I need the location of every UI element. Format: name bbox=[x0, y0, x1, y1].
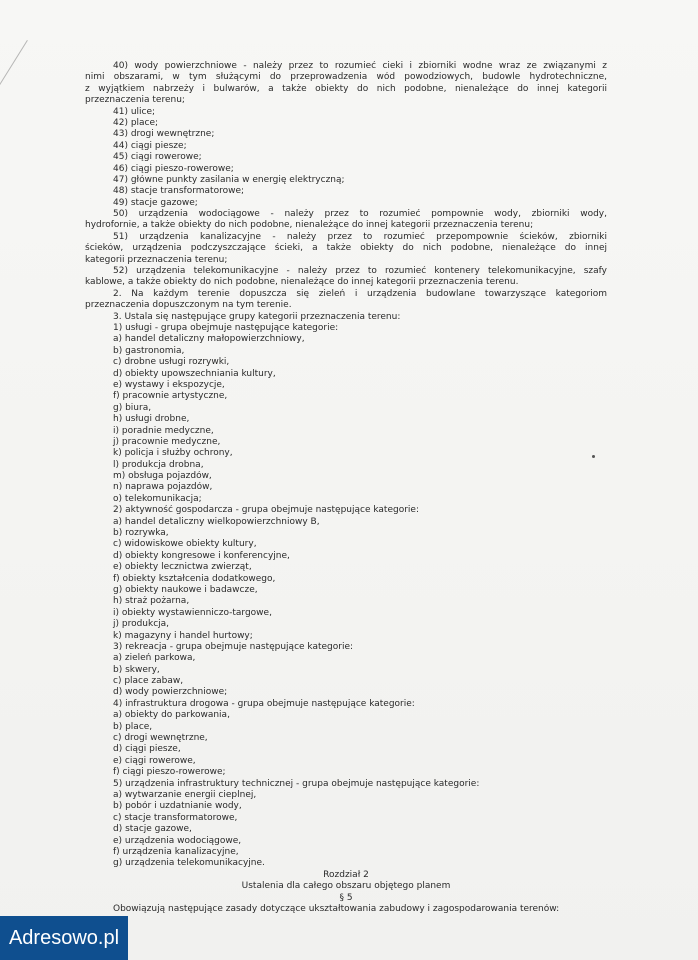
text-line: g) obiekty naukowe i badawcze, bbox=[113, 584, 258, 595]
text-line: a) zieleń parkowa, bbox=[113, 653, 196, 664]
document-text bbox=[85, 61, 607, 915]
text-line: b) pobór i uzdatnianie wody, bbox=[113, 801, 242, 812]
text-line: j) pracownie medyczne, bbox=[113, 436, 221, 447]
text-line: hydrofornie, a także obiekty do nich podobne, nienależące do innej kategorii przeznaczenia terenu; bbox=[85, 220, 534, 231]
text-line: 43) drogi wewnętrzne; bbox=[113, 129, 215, 140]
text-line: przeznaczenia dopuszczonym na tym terenie. bbox=[85, 300, 292, 311]
text-line: 2. Na każdym terenie dopuszcza się zieleń i urządzenia budowlane towarzyszące kategoriom bbox=[113, 288, 607, 299]
text-line: k) policja i służby ochrony, bbox=[113, 448, 233, 459]
text-line: o) telekomunikacja; bbox=[113, 493, 202, 504]
text-line: c) drobne usługi rozrywki, bbox=[113, 357, 230, 368]
text-line: 47) główne punkty zasilania w energię elektryczną; bbox=[113, 174, 345, 185]
text-line: c) widowiskowe obiekty kultury, bbox=[113, 539, 257, 550]
text-line: a) handel detaliczny wielkopowierzchniowy B, bbox=[113, 516, 320, 527]
text-line: f) ciągi pieszo-rowerowe; bbox=[113, 767, 226, 778]
text-line: b) skwery, bbox=[113, 664, 160, 675]
text-line: a) obiekty do parkowania, bbox=[113, 710, 230, 721]
text-line: b) gastronomia, bbox=[113, 345, 185, 356]
text-line: kategorii przeznaczenia terenu; bbox=[85, 254, 228, 265]
text-line: k) magazyny i handel hurtowy; bbox=[113, 630, 253, 641]
text-line: b) place, bbox=[113, 721, 153, 732]
text-line: § 5 bbox=[339, 892, 353, 903]
text-line: Obowiązują następujące zasady dotyczące ukształtowania zabudowy i zagospodarowania terenów: bbox=[113, 903, 560, 914]
text-line: przeznaczenia terenu; bbox=[85, 95, 185, 106]
text-line: c) place zabaw, bbox=[113, 676, 184, 687]
text-line: 2) aktywność gospodarcza - grupa obejmuje następujące kategorie: bbox=[113, 505, 419, 516]
text-line: j) produkcja, bbox=[113, 619, 170, 630]
text-line: c) drogi wewnętrzne, bbox=[113, 733, 208, 744]
adresowo-watermark[interactable]: Adresowo.pl bbox=[0, 916, 128, 960]
text-line: 51) urządzenia kanalizacyjne - należy przez to rozumieć przepompownie ścieków, zbiorniki bbox=[113, 231, 607, 242]
text-line: kablowe, a także obiekty do nich podobne, nienależące do innej kategorii przeznaczenia terenu. bbox=[85, 277, 519, 288]
text-line: e) urządzenia wodociągowe, bbox=[113, 835, 242, 846]
text-line: 3. Ustala się następujące grupy kategorii przeznaczenia terenu: bbox=[113, 311, 401, 322]
text-line: l) produkcja drobna, bbox=[113, 459, 204, 470]
text-line: e) wystawy i ekspozycje, bbox=[113, 379, 225, 390]
text-line: 3) rekreacja - grupa obejmuje następujące kategorie: bbox=[113, 641, 354, 652]
text-line: f) pracownie artystyczne, bbox=[113, 391, 228, 402]
text-line: nimi obszarami, w tym służącymi do przeprowadzenia wód powodziowych, budowle hydrotechniczne, bbox=[85, 72, 607, 83]
text-line: a) wytwarzanie energii cieplnej, bbox=[113, 790, 257, 800]
text-line: 5) urządzenia infrastruktury technicznej - grupa obejmuje następujące kategorie: bbox=[113, 778, 480, 789]
text-line: 44) ciągi piesze; bbox=[113, 140, 187, 151]
text-line: a) handel detaliczny małopowierzchniowy, bbox=[113, 334, 305, 345]
text-line: i) poradnie medyczne, bbox=[113, 425, 214, 436]
text-line: Ustalenia dla całego obszaru objętego planem bbox=[241, 881, 451, 892]
text-line: d) obiekty upowszechniania kultury, bbox=[113, 368, 276, 379]
text-line: 4) infrastruktura drogowa - grupa obejmuje następujące kategorie: bbox=[113, 698, 415, 709]
text-line: Rozdział 2 bbox=[323, 869, 369, 880]
text-line: g) biura, bbox=[113, 402, 152, 413]
text-line: 52) urządzenia telekomunikacyjne - należy przez to rozumieć kontenery telekomunikacyjne, szafy bbox=[113, 266, 607, 277]
text-line: 1) usługi - grupa obejmuje następujące kategorie: bbox=[113, 322, 339, 333]
text-line: f) obiekty kształcenia dodatkowego, bbox=[113, 573, 276, 584]
scan-artifact-line bbox=[0, 40, 28, 134]
text-line: ścieków, urządzenia podczyszczające ścieki, a także obiekty do nich podobne, nienależące do innej bbox=[85, 243, 607, 254]
text-line: 48) stacje transformatorowe; bbox=[113, 186, 245, 197]
text-line: i) obiekty wystawienniczo-targowe, bbox=[113, 607, 272, 618]
text-line: 41) ulice; bbox=[113, 106, 156, 117]
text-line: c) stacje transformatorowe, bbox=[113, 812, 238, 823]
text-line: g) urządzenia telekomunikacyjne. bbox=[113, 858, 265, 869]
text-line: 42) place; bbox=[113, 117, 159, 128]
text-line: z wyjątkiem nabrzeży i bulwarów, a także obiekty do nich podobne, nienależące do innej kategorii bbox=[85, 83, 607, 94]
text-line: e) ciągi rowerowe, bbox=[113, 755, 196, 766]
text-line: 49) stacje gazowe; bbox=[113, 197, 198, 208]
text-line: h) straż pożarna, bbox=[113, 596, 190, 607]
text-line: e) obiekty lecznictwa zwierząt, bbox=[113, 562, 252, 573]
text-line: d) wody powierzchniowe; bbox=[113, 687, 228, 698]
text-line: m) obsługa pojazdów, bbox=[113, 471, 212, 482]
text-line: b) rozrywka, bbox=[113, 528, 169, 539]
text-line: n) naprawa pojazdów, bbox=[113, 482, 213, 493]
text-line: h) usługi drobne, bbox=[113, 414, 190, 425]
text-line: d) obiekty kongresowe i konferencyjne, bbox=[113, 550, 290, 561]
text-line: f) urządzenia kanalizacyjne, bbox=[113, 846, 239, 857]
text-line: 40) wody powierzchniowe - należy przez to rozumieć cieki i zbiorniki wodne wraz ze związanymi z bbox=[113, 61, 607, 71]
text-line: 46) ciągi pieszo-rowerowe; bbox=[113, 163, 234, 174]
text-line: 50) urządzenia wodociągowe - należy przez to rozumieć pompownie wody, zbiorniki wody, bbox=[113, 209, 607, 220]
text-line: d) ciągi piesze, bbox=[113, 744, 181, 755]
text-line: d) stacje gazowe, bbox=[113, 824, 192, 835]
text-line: 45) ciągi rowerowe; bbox=[113, 152, 202, 163]
